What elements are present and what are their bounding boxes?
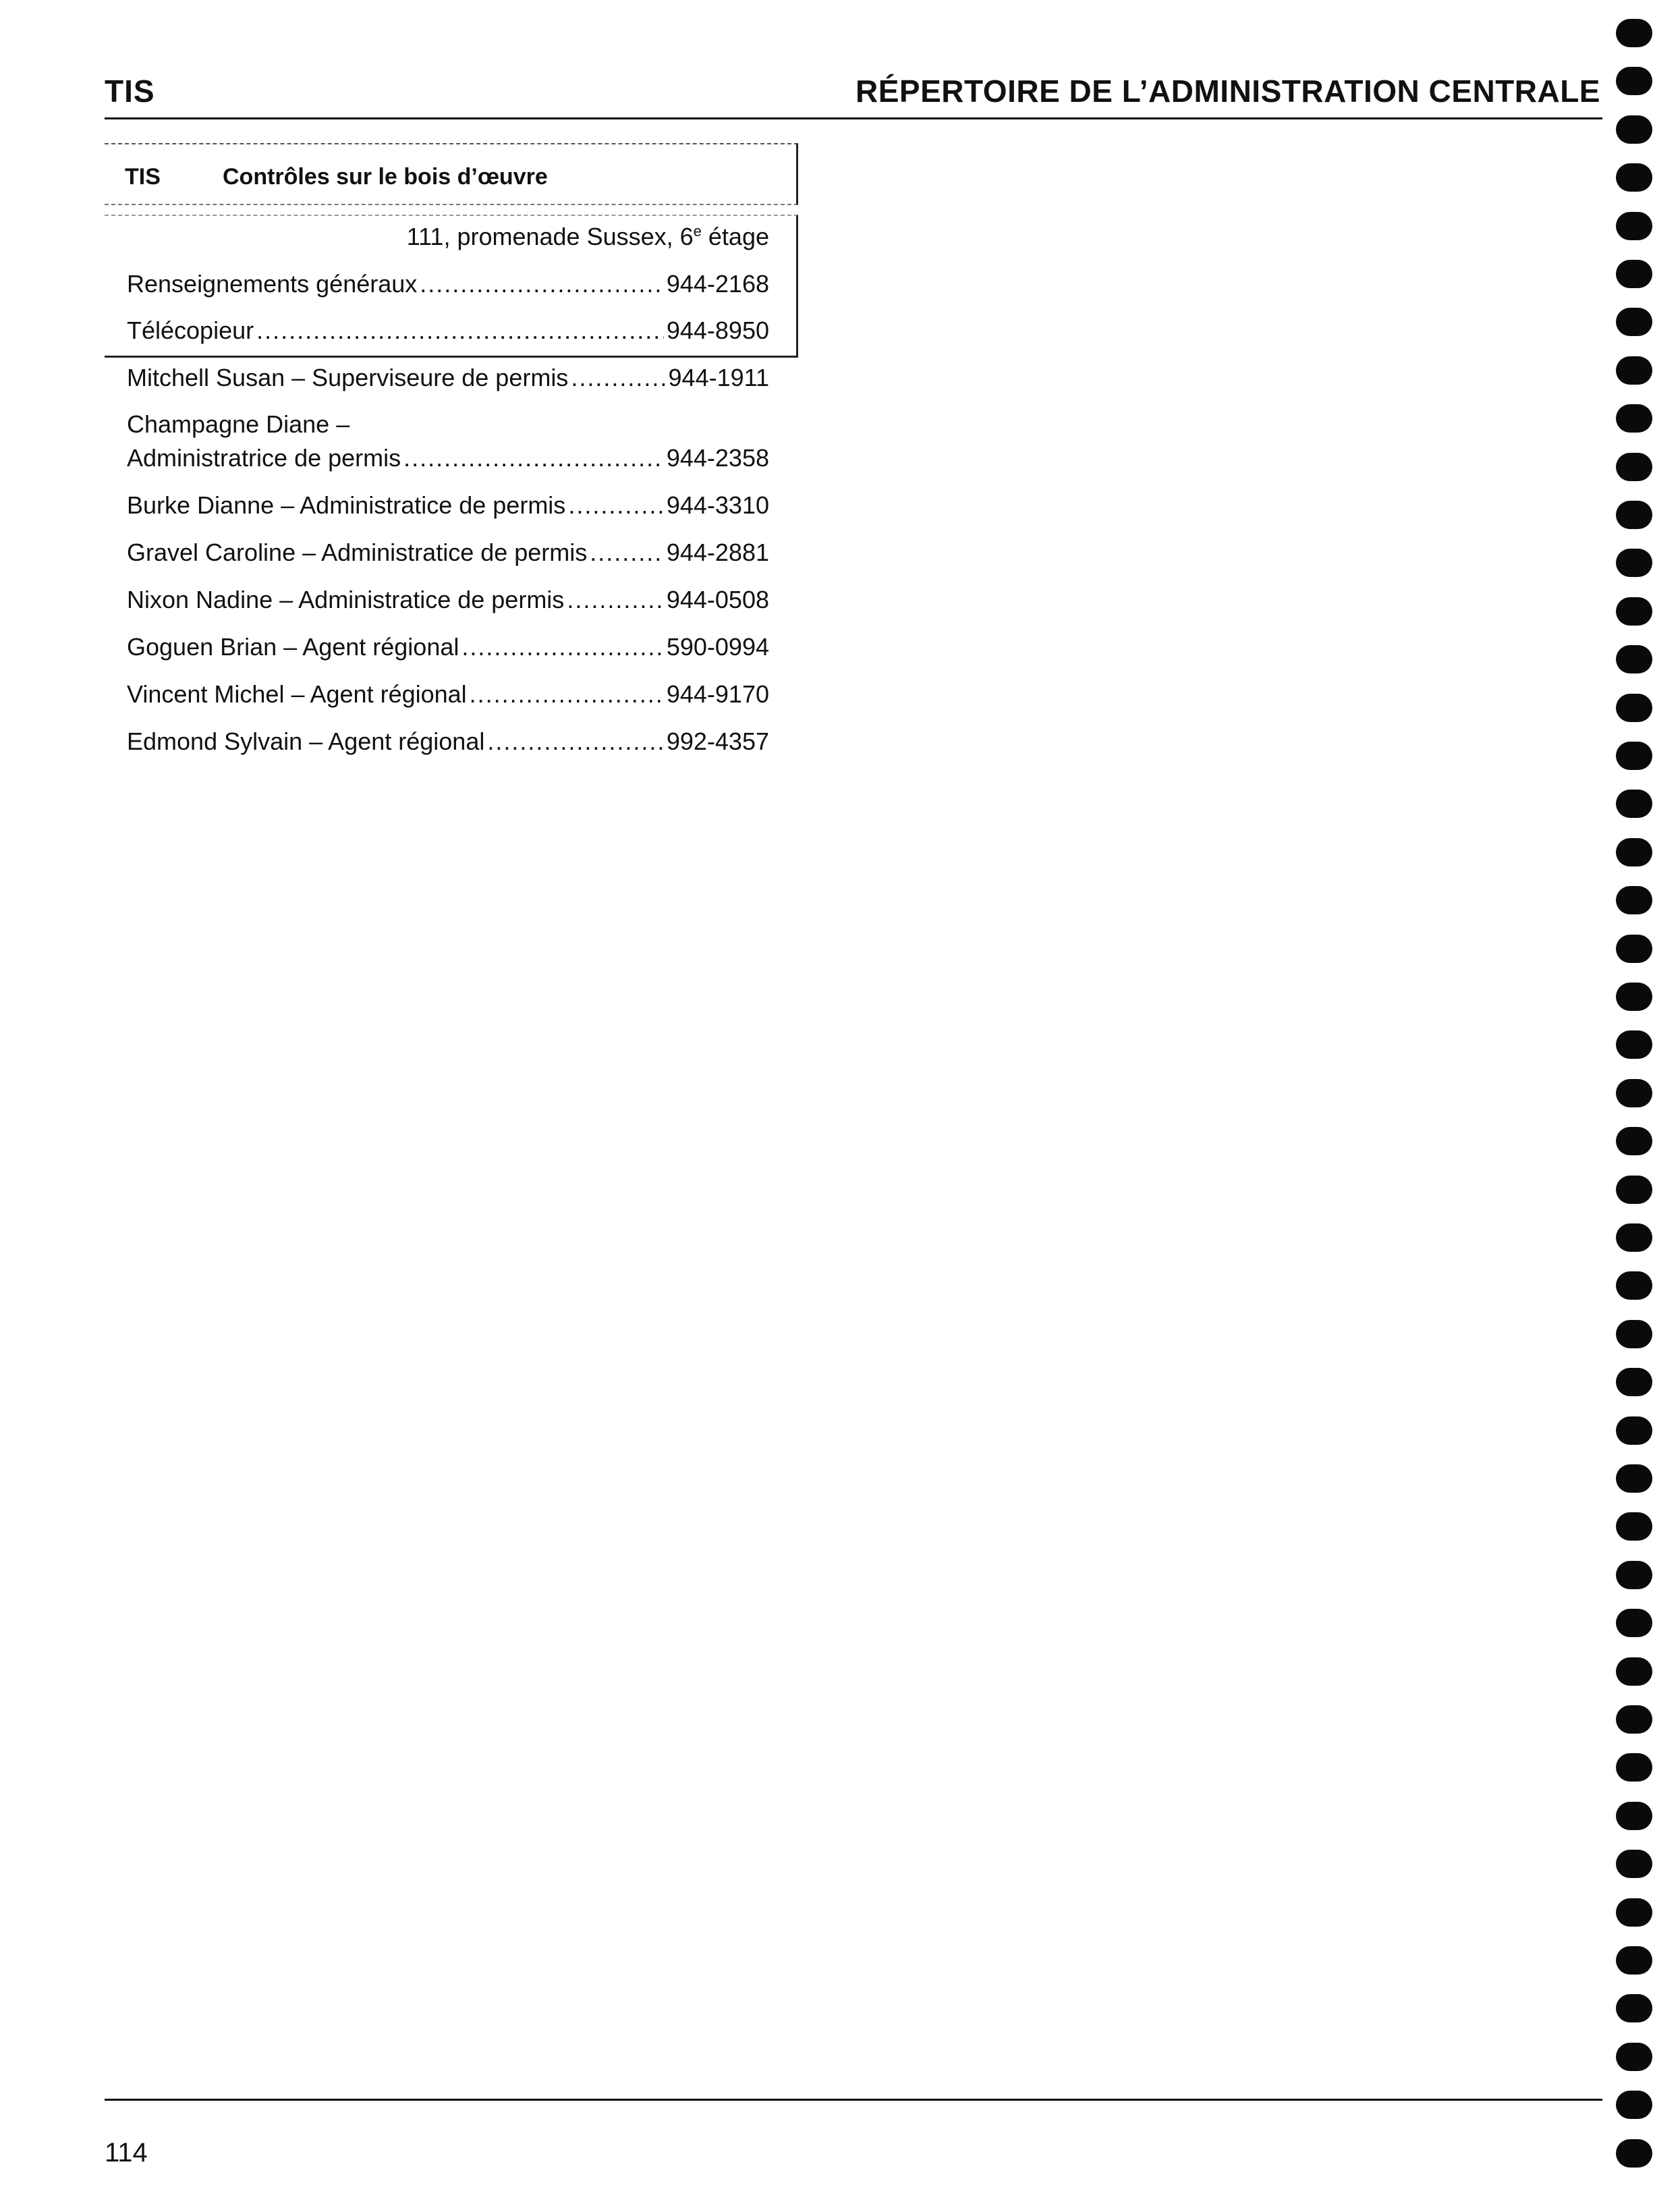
entry-label: Edmond Sylvain – Agent régional bbox=[127, 727, 485, 755]
binder-hole bbox=[1616, 2043, 1652, 2071]
directory-entry bbox=[127, 725, 769, 759]
binder-hole bbox=[1616, 1657, 1652, 1686]
binder-hole bbox=[1616, 742, 1652, 770]
binder-hole bbox=[1616, 1368, 1652, 1396]
binder-hole bbox=[1616, 1802, 1652, 1830]
directory-entry bbox=[127, 583, 769, 617]
binder-hole bbox=[1616, 1946, 1652, 1975]
directory-entry bbox=[127, 678, 769, 711]
binder-hole bbox=[1616, 115, 1652, 144]
directory-entry bbox=[127, 489, 769, 522]
entry-label: Nixon Nadine – Administratice de permis bbox=[127, 586, 565, 613]
binder-hole bbox=[1616, 886, 1652, 914]
binder-hole bbox=[1616, 404, 1652, 433]
section-code: TIS bbox=[125, 164, 161, 190]
dot-leader bbox=[470, 678, 664, 711]
address-superscript: e bbox=[693, 223, 702, 240]
directory-entry-general-info bbox=[127, 267, 769, 301]
header-directory-title: RÉPERTOIRE DE L’ADMINISTRATION CENTRALE bbox=[856, 74, 1600, 109]
entry-label-line1: Champagne Diane – bbox=[127, 410, 350, 438]
binder-hole bbox=[1616, 1320, 1652, 1348]
dot-leader bbox=[590, 536, 664, 570]
header-section-code: TIS bbox=[105, 74, 155, 109]
binder-hole bbox=[1616, 260, 1652, 288]
binder-hole bbox=[1616, 1416, 1652, 1445]
binder-hole bbox=[1616, 694, 1652, 722]
binder-hole bbox=[1616, 1561, 1652, 1589]
binder-hole bbox=[1616, 67, 1652, 95]
binder-hole bbox=[1616, 597, 1652, 626]
binder-hole bbox=[1616, 1512, 1652, 1541]
entry-phone: 944-0508 bbox=[666, 586, 769, 613]
entry-phone: 944-2358 bbox=[666, 444, 769, 472]
entry-label: Mitchell Susan – Superviseure de permis bbox=[127, 364, 569, 391]
entry-label: Administratrice de permis bbox=[127, 444, 401, 472]
section-title: Contrôles sur le bois d’œuvre bbox=[223, 164, 548, 190]
binder-hole bbox=[1616, 790, 1652, 818]
binder-hole bbox=[1616, 453, 1652, 481]
footer-rule bbox=[105, 2099, 1602, 2101]
binder-hole bbox=[1616, 212, 1652, 240]
dot-leader bbox=[256, 314, 664, 348]
address-tail: étage bbox=[701, 223, 769, 250]
entry-label: Vincent Michel – Agent régional bbox=[127, 680, 467, 708]
page-number: 114 bbox=[105, 2138, 148, 2168]
directory-entry-fax bbox=[127, 314, 769, 348]
binder-hole bbox=[1616, 1030, 1652, 1059]
header-rule bbox=[105, 117, 1602, 119]
entry-phone: 944-3310 bbox=[666, 491, 769, 519]
binder-hole bbox=[1616, 19, 1652, 47]
binder-hole bbox=[1616, 2091, 1652, 2119]
entry-phone: 944-2168 bbox=[666, 270, 769, 298]
binder-hole bbox=[1616, 1994, 1652, 2022]
entry-label: Goguen Brian – Agent régional bbox=[127, 633, 459, 661]
binder-hole bbox=[1616, 1271, 1652, 1300]
entry-label: Burke Dianne – Administratice de permis bbox=[127, 491, 566, 519]
binder-hole bbox=[1616, 1898, 1652, 1927]
directory-entry bbox=[127, 630, 769, 664]
binder-hole bbox=[1616, 1176, 1652, 1204]
directory-entry bbox=[127, 536, 769, 570]
dot-leader bbox=[571, 361, 665, 395]
binder-hole bbox=[1616, 1705, 1652, 1734]
entry-label: Gravel Caroline – Administratice de permis bbox=[127, 539, 588, 566]
binder-hole bbox=[1616, 1609, 1652, 1637]
dot-leader bbox=[487, 725, 664, 759]
binder-hole bbox=[1616, 163, 1652, 192]
section-address bbox=[127, 223, 769, 251]
entry-phone: 992-4357 bbox=[666, 727, 769, 755]
binder-hole bbox=[1616, 838, 1652, 866]
directory-entry bbox=[127, 408, 769, 475]
binder-hole bbox=[1616, 1850, 1652, 1878]
directory-entry bbox=[127, 361, 769, 395]
entry-label: Renseignements généraux bbox=[127, 270, 418, 298]
dot-leader bbox=[403, 441, 664, 475]
dot-leader bbox=[461, 630, 663, 664]
address-main: 111, promenade Sussex, 6 bbox=[406, 223, 694, 250]
dot-leader bbox=[420, 267, 664, 301]
binder-hole bbox=[1616, 645, 1652, 673]
binder-hole bbox=[1616, 1127, 1652, 1155]
entry-phone: 944-8950 bbox=[666, 316, 769, 344]
binder-hole bbox=[1616, 1079, 1652, 1107]
dot-leader bbox=[568, 489, 664, 522]
binder-hole bbox=[1616, 1464, 1652, 1493]
entry-phone: 944-9170 bbox=[666, 680, 769, 708]
entry-phone: 944-1911 bbox=[668, 364, 769, 391]
binder-hole bbox=[1616, 308, 1652, 336]
binder-hole bbox=[1616, 356, 1652, 385]
entry-phone: 590-0994 bbox=[666, 633, 769, 661]
binder-hole bbox=[1616, 549, 1652, 577]
binder-hole bbox=[1616, 935, 1652, 963]
entry-phone: 944-2881 bbox=[666, 539, 769, 566]
binder-hole bbox=[1616, 1753, 1652, 1782]
binder-hole bbox=[1616, 983, 1652, 1011]
entry-label: Télécopieur bbox=[127, 316, 254, 344]
dot-leader bbox=[567, 583, 664, 617]
binder-hole bbox=[1616, 1223, 1652, 1252]
binder-hole bbox=[1616, 2139, 1652, 2168]
binder-hole bbox=[1616, 501, 1652, 529]
